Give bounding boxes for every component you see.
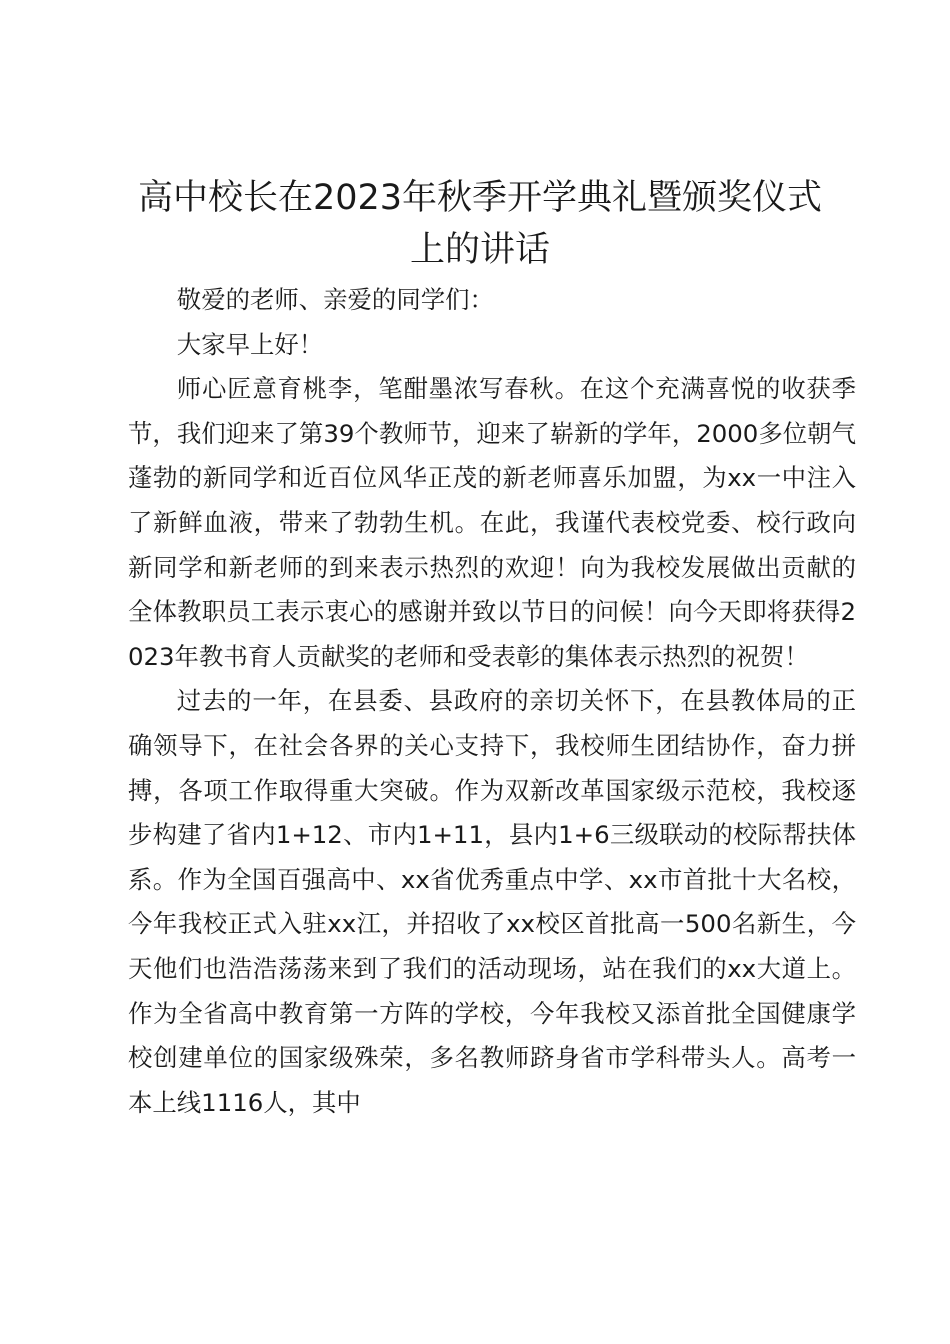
salutation-paragraph: 敬爱的老师、亲爱的同学们： <box>176 285 494 314</box>
body-paragraph: 师心匠意育桃李，笔酣墨浓写春秋。在这个充满喜悦的收获季节，我们迎来了第39个教师节，迎来了崭新的学年，2000多位朝气蓬勃的新同学和近百位风华正茂的新老师喜乐加盟，为xx一中注入了新鲜血液，带来了勃勃生机。在此，我谨代表校党委、校行政向新同学和新老师的到来表示热烈的欢迎！向为我校发展做出贡献的全体教职员工表示衷心的感谢并致以节日的问候！向今天即将获得2023年教书育人贡献奖的老师和受表彰的集体表示热烈的祝贺！ <box>128 374 856 671</box>
greeting-paragraph: 大家早上好！ <box>176 329 324 359</box>
body-paragraph: 过去的一年，在县委、县政府的亲切关怀下，在县教体局的正确领导下，在社会各界的关心支持下，我校师生团结协作，奋力拼搏，各项工作取得重大突破。作为双新改革国家级示范校，我校逐步构建了省内1+12、市内1+11，县内1+6三级联动的校际帮扶体系。作为全国百强高中、xx省优秀重点中学、xx市首批十大名校，今年我校正式入驻xx江，并招收了xx校区首批高一500名新生，今天他们也浩浩荡荡来到了我们的活动现场，站在我们的xx大道上。作为全省高中教育第一方阵的学校，今年我校又添首批全国健康学校创建单位的国家级殊荣，多名教师跻身省市学科带头人。高考一本上线1116人，其中 <box>128 686 856 1117</box>
document-title: 高中校长在2023年秋季开学典礼暨颁奖仪式上的讲话 <box>137 178 823 270</box>
document-body <box>128 278 856 1125</box>
